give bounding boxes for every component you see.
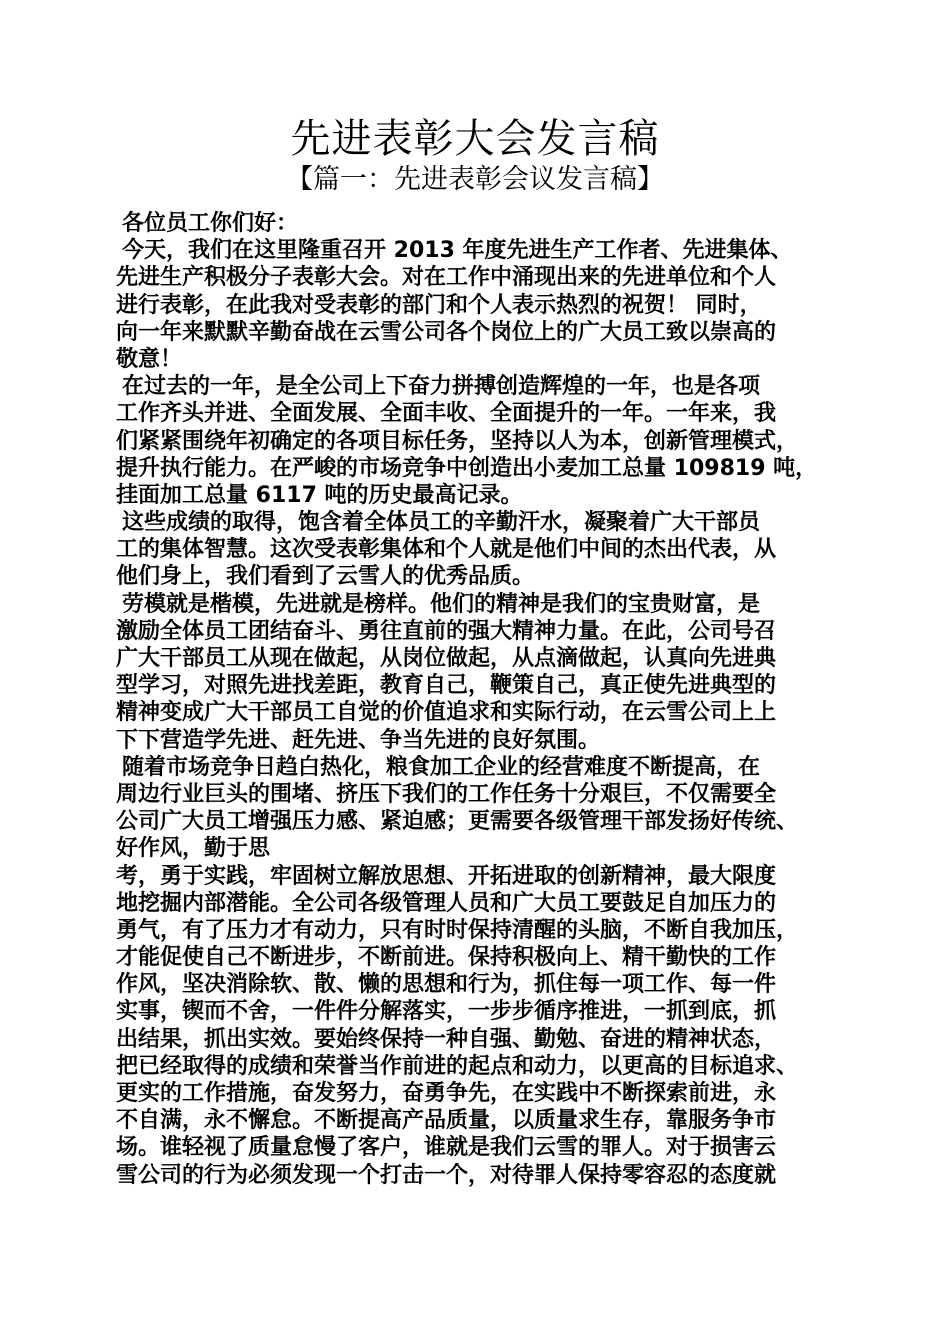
body-line: 不自满，永不懈怠。不断提高产品质量，以质量求生存，靠服务争市 [116,1108,777,1134]
body-line: 广大干部员工从现在做起，从岗位做起，从点滴做起，认真向先进典 [116,646,777,671]
body-line: 勇气，有了压力才有动力，只有时时保持清醒的头脑，不断自我加压， [116,917,799,943]
body-line: 进行表彰，在此我对受表彰的部门和个人表示热烈的祝贺！ 同时， [116,292,762,318]
body-line: 型学习，对照先进找差距，教育自己，鞭策自己，真正使先进典型的 [116,673,777,699]
body-line: 下下营造学先进、赶先进、争当先进的良好氛围。 [116,727,601,753]
body-line: 出结果，抓出实效。要始终保持一种自强、勤勉、奋进的精神状态， [116,1026,777,1052]
body-line: 周边行业巨头的围堵、挤压下我们的工作任务十分艰巨，不仅需要全 [116,781,777,807]
body-line: 把已经取得的成绩和荣誉当作前进的起点和动力，以更高的目标追求、 [116,1053,799,1079]
body-line: 考，勇于实践，牢固树立解放思想、开拓进取的创新精神，最大限度 [116,863,777,889]
body-line: 各位员工你们好： [122,211,299,236]
body-line: 公司广大员工增强压力感、紧迫感；更需要各级管理干部发扬好传统、 [116,809,799,835]
body-line: 随着市场竞争日趋白热化，粮食加工企业的经营难度不断提高，在 [122,754,761,780]
body-line: 雪公司的行为必须发现一个打击一个，对待罪人保持零容忍的态度就 [116,1162,777,1188]
body-line: 挂面加工总量 6117 吨的历史最高记录。 [116,482,523,508]
body-line: 地挖掘内部潜能。全公司各级管理人员和广大员工要鼓足自加压力的 [116,890,777,916]
body-line: 这些成绩的取得，饱含着全体员工的辛勤汗水，凝聚着广大干部员 [122,510,761,536]
body-line: 提升执行能力。在严峻的市场竞争中创造出小麦加工总量 109819 吨， [116,455,818,481]
document-body [116,210,846,1189]
body-line: 激励全体员工团结奋斗、勇往直前的强大精神力量。在此，公司号召 [116,618,777,644]
document-subtitle: 【篇一：先进表彰会议发言稿】 [286,164,664,195]
body-line: 精神变成广大干部员工自觉的价值追求和实际行动，在云雪公司上上 [116,700,777,726]
body-line: 工作齐头并进、全面发展、全面丰收、全面提升的一年。一年来，我 [116,401,777,427]
body-line: 场。谁轻视了质量怠慢了客户，谁就是我们云雪的罪人。对于损害云 [116,1135,777,1161]
body-line: 他们身上，我们看到了云雪人的优秀品质。 [116,564,535,590]
body-line: 先进生产积极分子表彰大会。对在工作中涌现出来的先进单位和个人 [116,265,777,291]
body-line: 实事，锲而不舍，一件件分解落实，一步步循序推进，一抓到底，抓 [116,999,777,1025]
body-line: 今天，我们在这里隆重召开 2013 年度先进生产工作者、先进集体、 [122,238,793,264]
body-line: 更实的工作措施，奋发努力，奋勇争先，在实践中不断探索前进，永 [116,1081,777,1106]
body-line: 在过去的一年，是全公司上下奋力拼搏创造辉煌的一年，也是各项 [122,374,761,400]
body-line: 向一年来默默辛勤奋战在云雪公司各个岗位上的广大员工致以崇高的 [116,319,777,345]
body-line: 作风，坚决消除软、散、懒的思想和行为，抓住每一项工作、每一件 [116,972,777,998]
body-line: 才能促使自己不断进步，不断前进。保持积极向上、精干勤快的工作 [116,945,777,971]
body-line: 们紧紧围绕年初确定的各项目标任务，坚持以人为本，创新管理模式， [116,428,799,454]
document-title: 先进表彰大会发言稿 [290,116,660,162]
body-line: 敬意！ [116,346,183,372]
body-line: 工的集体智慧。这次受表彰集体和个人就是他们中间的杰出代表，从 [116,537,777,563]
body-line: 好作风，勤于思 [116,836,271,862]
body-line: 劳模就是楷模，先进就是榜样。他们的精神是我们的宝贵财富，是 [122,591,761,617]
